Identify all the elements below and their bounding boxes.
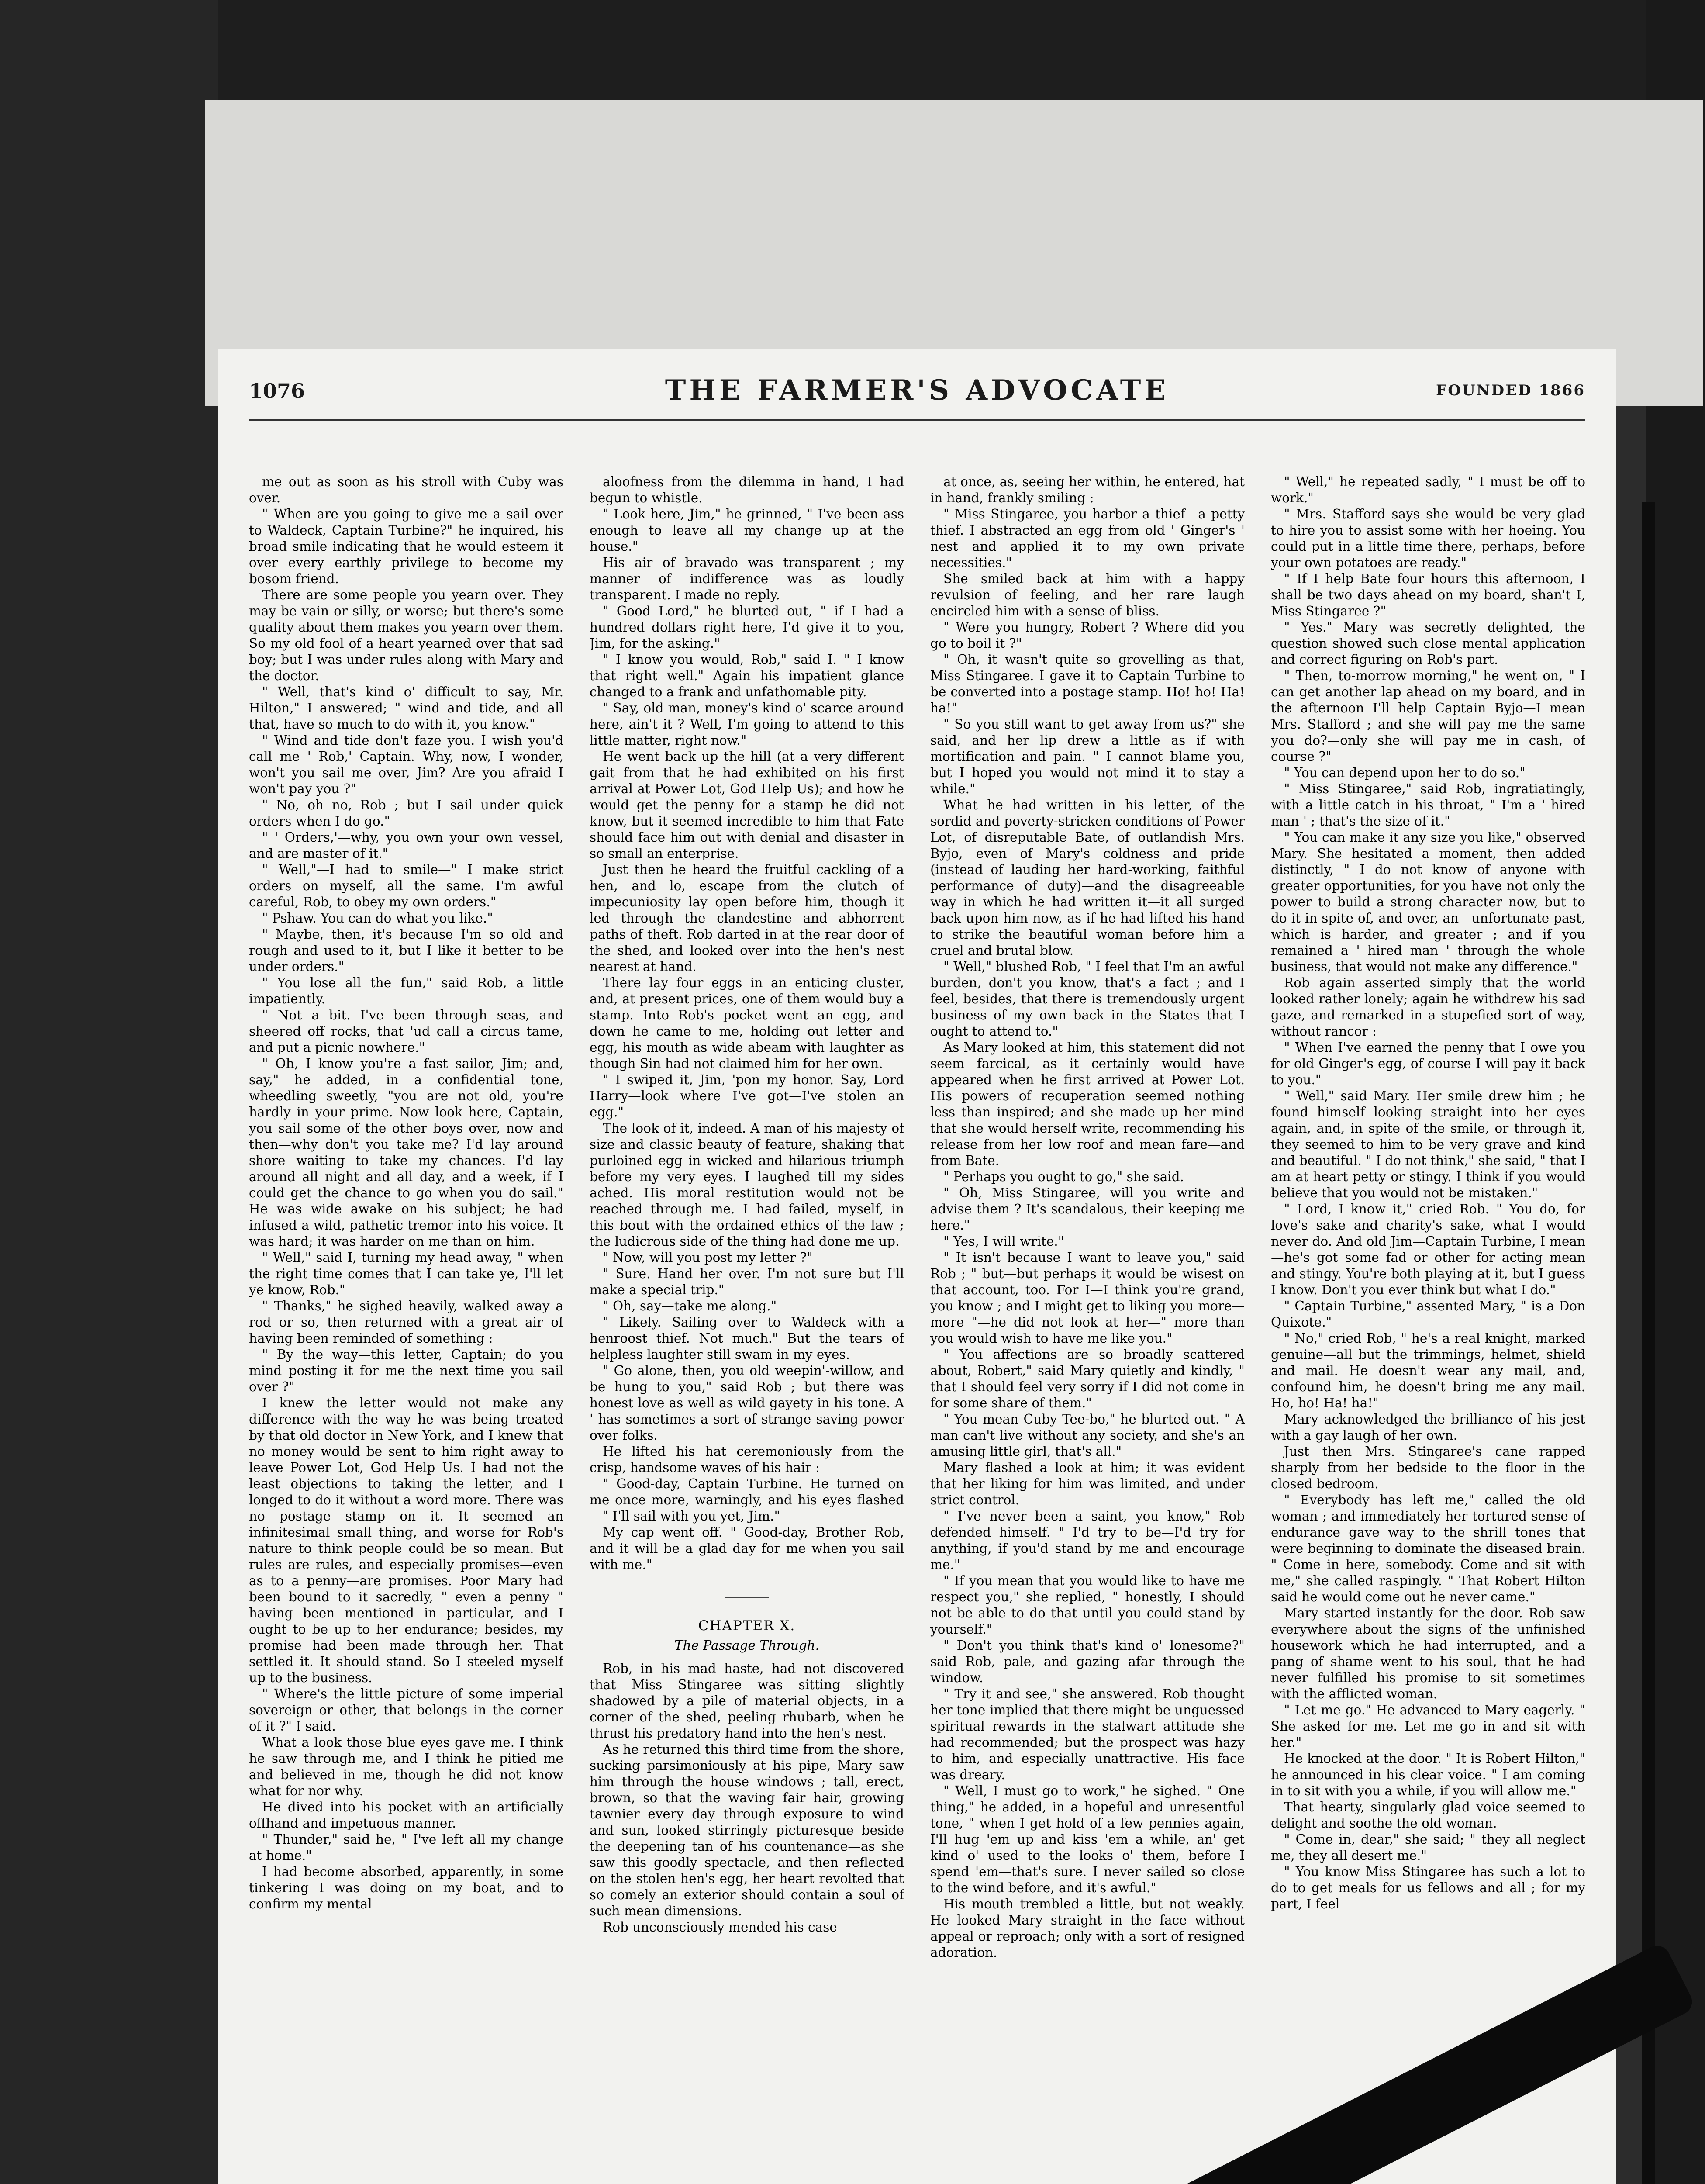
- paragraph: " Miss Stingaree," said Rob, ingratiatingly, with a little catch in his throat, " I'm a ' hired man ' ; that's the size of it.": [1271, 781, 1585, 829]
- paragraph: " Lord, I know it," cried Rob. " You do, for love's sake and charity's sake, what I would never do. And old Jim—Captain Turbine, I mean—he's got some fad or other for acting mean and stingy. You're both playing at it, but I guess I know. Don't you ever think but what I do.": [1271, 1202, 1585, 1297]
- masthead-title: THE FARMER'S ADVOCATE: [665, 374, 1170, 407]
- paragraph: " Thunder," said he, " I've left all my change at home.": [249, 1832, 563, 1863]
- paragraph: " Wind and tide don't faze you. I wish you'd call me ' Rob,' Captain. Why, now, I wonder, won't you sail me over, Jim? Are you afraid I won't pay you ?": [249, 733, 563, 796]
- paragraph: " No, oh no, Rob ; but I sail under quick orders when I do go.": [249, 798, 563, 829]
- paragraph: There are some people you yearn over. They may be vain or silly, or worse; but there's some quality about them makes you yearn over them. So my old fool of a heart yearned over that sad boy; but I was under rules along with Mary and the doctor.: [249, 587, 563, 683]
- paragraph: Rob, in his mad haste, had not discovered that Miss Stingaree was sitting slightly shadowed by a pile of material objects, in a corner of the shed, peeling rhubarb, when he thrust his predatory hand into the hen's nest.: [590, 1661, 904, 1741]
- paragraph: " Let me go." He advanced to Mary eagerly. " She asked for me. Let me go in and sit with her.": [1271, 1703, 1585, 1750]
- paragraph: His air of bravado was transparent ; my manner of indifference was as loudly transparent. I made no reply.: [590, 555, 904, 602]
- paragraph: " Good-day, Captain Turbine. He turned on me once more, warningly, and his eyes flashed—" I'll sail with you yet, Jim.": [590, 1476, 904, 1524]
- page-header: [249, 371, 1585, 421]
- paragraph: " Well," said Mary. Her smile drew him ; he found himself looking straight into her eyes again, and, in spite of the smile, or through it, they seemed to him to be very grave and kind and beautiful. " I do not think," she said, " that I am at heart petty or stingy. I think if you would believe that you would not be mistaken.": [1271, 1089, 1585, 1200]
- paragraph: Just then Mrs. Stingaree's cane rapped sharply from her bedside to the floor in the closed bedroom.: [1271, 1444, 1585, 1491]
- paragraph: " By the way—this letter, Captain; do you mind posting it for me the next time you sail over ?": [249, 1347, 563, 1394]
- paragraph: She smiled back at him with a happy revulsion of feeling, and her rare laugh encircled him with a sense of bliss.: [930, 571, 1245, 619]
- paragraph: me out as soon as his stroll with Cuby was over.: [249, 474, 563, 505]
- paragraph: " Perhaps you ought to go," she said.: [943, 1169, 1184, 1184]
- paragraph: " Were you hungry, Robert ? Where did you go to boil it ?": [930, 620, 1245, 651]
- column-2: [590, 474, 904, 2184]
- paragraph: " Say, old man, money's kind o' scarce around here, ain't it ? Well, I'm going to attend to this little matter, right now.": [590, 701, 904, 748]
- paragraph: " Well,"—I had to smile—" I make strict orders on myself, all the same. I'm awful careful, Rob, to obey my own orders.": [249, 862, 563, 909]
- paragraph: " You can depend upon her to do so.": [1284, 765, 1526, 780]
- paragraph: I had become absorbed, apparently, in some tinkering I was doing on my boat, and to confirm my mental: [249, 1864, 563, 1911]
- paragraph: " Not a bit. I've been through seas, and sheered off rocks, that 'ud call a circus tame, and put a picnic nowhere.": [249, 1008, 563, 1055]
- paragraph: " Well, that's kind o' difficult to say, Mr. Hilton," I answered; " wind and tide, and all that, have so much to do with it, you know.": [249, 684, 563, 732]
- paragraph: Mary started instantly for the door. Rob saw everywhere about the signs of the unfinished housework which he had interrupted, and a pang of shame went to his soul, that he had never fulfilled his promise to sit sometimes with the afflicted woman.: [1271, 1606, 1585, 1701]
- paragraph: " Now, will you post my letter ?": [603, 1250, 813, 1265]
- paragraph: Mary acknowledged the brilliance of his jest with a gay laugh of her own.: [1271, 1412, 1585, 1443]
- paragraph: " Well," he repeated sadly, " I must be off to work.": [1271, 474, 1585, 505]
- paragraph: " When I've earned the penny that I owe you for old Ginger's egg, of course I will pay it back to you.": [1271, 1040, 1585, 1087]
- paragraph: " It isn't because I want to leave you," said Rob ; " but—but perhaps it would be wisest on that account, too. For I—I think you're grand, you know ; and I might get to liking you more—more "—he did not look at her—" more than you would wish to have me like you.": [930, 1250, 1245, 1346]
- paragraph: Rob unconsciously mended his case: [603, 1920, 837, 1935]
- paragraph: " Likely. Sailing over to Waldeck with a henroost thief. Not much." But the tears of helpless laughter still swam in my eyes.: [590, 1315, 904, 1362]
- paragraph: " I've never been a saint, you know," Rob defended himself. " I'd try to be—I'd try for anything, if you'd stand by me and encourage me.": [930, 1509, 1245, 1572]
- paragraph: " Look here, Jim," he grinned, " I've been ass enough to leave all my change up at the house.": [590, 507, 904, 554]
- page-number: 1076: [249, 379, 305, 403]
- paragraph: " Miss Stingaree, you harbor a thief—a petty thief. I abstracted an egg from old ' Ginger's ' nest and applied it to my own private necessities.": [930, 507, 1245, 570]
- paragraph: " Good Lord," he blurted out, " if I had a hundred dollars right here, I'd give it to you, Jim, for the asking.": [590, 604, 904, 651]
- paragraph: What he had written in his letter, of the sordid and poverty-stricken conditions of Power Lot, of disreputable Bate, of outlandish Mrs. Byjo, even of Mary's coldness and pride (instead of lauding her hard-working, faithful performance of duty)—and the disagreeable way in which he had written it—it all surged back upon him now, as if he had lifted his hand to strike the beautiful woman before him a cruel and brutal blow.: [930, 798, 1245, 958]
- paragraph: " When are you going to give me a sail over to Waldeck, Captain Turbine?" he inquired, his broad smile indicating that he would esteem it over every earthly privilege to become my bosom friend.: [249, 507, 563, 586]
- paragraph: There lay four eggs in an enticing cluster, and, at present prices, one of them would buy a stamp. Into Rob's pocket went an egg, and down he came to me, holding out letter and egg, his mouth as wide abeam with laughter as though Sin had not claimed him for her own.: [590, 975, 904, 1071]
- paragraph: " I swiped it, Jim, 'pon my honor. Say, Lord Harry—look where I've got—I've stolen an egg.": [590, 1072, 904, 1120]
- text-columns: [249, 474, 1585, 2184]
- founded-note: FOUNDED 1866: [1436, 382, 1585, 399]
- paragraph: " Captain Turbine," assented Mary, " is a Don Quixote.": [1271, 1299, 1585, 1330]
- paragraph: That hearty, singularly glad voice seemed to delight and soothe the old woman.: [1271, 1800, 1585, 1831]
- paragraph: I knew the letter would not make any difference with the way he was being treated by that old doctor in New York, and I knew that no money would be sent to him right away to leave Power Lot, God Help Us. I had not the least objections to taking the letter, and I longed to do it without a word more. There was no postage stamp on it. It seemed an infinitesimal small thing, and worse for Rob's nature to think people could be so mean. But rules are rules, and especially promises—even as to a penny—are promises. Poor Mary had been bound to it sacredly, " even a penny " having been mentioned in particular, and I ought to be up to her endurance; besides, my promise had been made through her. That settled it. It should stand. So I steeled myself up to the business.: [249, 1396, 563, 1685]
- paragraph: " You mean Cuby Tee-bo," he blurted out. " A man can't live without any society, and she's an amusing little girl, that's all.": [930, 1412, 1245, 1459]
- column-4: [1271, 474, 1585, 2184]
- paragraph: What a look those blue eyes gave me. I think he saw through me, and I think he pitied me and believed in me, though he did not know what for nor why.: [249, 1735, 563, 1798]
- paragraph: " Where's the little picture of some imperial sovereign or other, that belongs in the corner of it ?" I said.: [249, 1686, 563, 1734]
- paragraph: " If I help Bate four hours this afternoon, I shall be two days ahead on my board, shan't I, Miss Stingaree ?": [1271, 571, 1585, 619]
- paragraph: " Yes." Mary was secretly delighted, the question showed such close mental application and correct figuring on Rob's part.: [1271, 620, 1585, 667]
- paragraph: He went back up the hill (at a very different gait from that he had exhibited on his first arrival at Power Lot, God Help Us); and how he would get the penny for a stamp he did not know, but it seemed incredible to him that Fate should face him out with denial and disaster in so small an enterprise.: [590, 749, 904, 861]
- paragraph: at once, as, seeing her within, he entered, hat in hand, frankly smiling :: [930, 474, 1245, 505]
- paragraph: " Thanks," he sighed heavily, walked away a rod or so, then returned with a great air of having been reminded of something :: [249, 1299, 563, 1346]
- rule-line: [725, 1597, 769, 1598]
- paragraph: " Don't you think that's kind o' lonesome?" said Rob, pale, and gazing afar through the window.: [930, 1638, 1245, 1685]
- paragraph: Mary flashed a look at him; it was evident that her liking for him was limited, and under strict control.: [930, 1460, 1245, 1507]
- scan-edge-strip: [1642, 502, 1655, 2184]
- paragraph: " Sure. Hand her over. I'm not sure but I'll make a special trip.": [590, 1266, 904, 1297]
- paragraph: As he returned this third time from the shore, sucking parsimoniously at his pipe, Mary saw him through the house windows ; tall, erect, brown, so that the waving fair hair, growing tawnier every day through exposure to wind and sun, looked stirringly picturesque beside the deepening tan of his countenance—as she saw this goodly spectacle, and then reflected on the stolen hen's egg, her heart revolted that so comely an exterior should contain a soul of such mean dimensions.: [590, 1742, 904, 1918]
- paragraph: " You affections are so broadly scattered about, Robert," said Mary quietly and kindly, " that I should feel very sorry if I did not come in for some share of them.": [930, 1347, 1245, 1410]
- paragraph: " Then, to-morrow morning," he went on, " I can get another lap ahead on my board, and in the afternoon I'll help Captain Byjo—I mean Mrs. Stafford ; and she will pay me the same you do?—only she will pay me in cash, of course ?": [1271, 668, 1585, 764]
- paragraph: " Maybe, then, it's because I'm so old and rough and used to it, but I like it better to be under orders.": [249, 927, 563, 974]
- paragraph: Rob again asserted simply that the world looked rather lonely; again he withdrew his sad gaze, and remarked in a stupefied sort of way, without rancor :: [1271, 975, 1585, 1039]
- paragraph: " Mrs. Stafford says she would be very glad to hire you to assist some with her hoeing. You could put in a little time there, perhaps, before your own potatoes are ready.": [1271, 507, 1585, 570]
- paragraph: He dived into his pocket with an artificially offhand and impetuous manner.: [249, 1800, 563, 1831]
- paragraph: " You can make it any size you like," observed Mary. She hesitated a moment, then added distinctly, " I do not know of anyone with greater opportunities, for you have not only the power to build a strong character now, but to do it in spite of, and over, an—unfortunate past, which is harder, and greater ; and if you remained a ' hired man ' through the whole business, that would not make any difference.": [1271, 830, 1585, 974]
- paragraph: He lifted his hat ceremoniously from the crisp, handsome waves of his hair :: [590, 1444, 904, 1475]
- paragraph: His mouth trembled a little, but not weakly. He looked Mary straight in the face without appeal or reproach; only with a sort of resigned adoration.: [930, 1897, 1245, 1960]
- paragraph: " Come in, dear," she said; " they all neglect me, they all desert me.": [1271, 1832, 1585, 1863]
- paragraph: " Oh, Miss Stingaree, will you write and advise them ? It's scandalous, their keeping me here.": [930, 1185, 1245, 1233]
- paragraph: " Well, I must go to work," he sighed. " One thing," he added, in a hopeful and unresentful tone, " when I get hold of a few pennies again, I'll hug 'em up and kiss 'em a while, an' get kind o' used to the looks o' them, before I spend 'em—that's sure. I never sailed so close to the wind before, and it's awful.": [930, 1783, 1245, 1895]
- paragraph: " Go alone, then, you old weepin'-willow, and be hung to you," said Rob ; but there was honest love as well as wild gayety in his tone. A ' has sometimes a sort of strange saving power over folks.: [590, 1363, 904, 1443]
- paragraph: " You know Miss Stingaree has such a lot to do to get meals for us fellows and all ; for my part, I feel: [1271, 1864, 1585, 1911]
- paragraph: " Oh, say—take me along.": [603, 1299, 777, 1313]
- paragraph: He knocked at the door. " It is Robert Hilton," he announced in his clear voice. " I am coming in to sit with you a while, if you will allow me.": [1271, 1751, 1585, 1798]
- paragraph: " Try it and see," she answered. Rob thought her tone implied that there might be unguessed spiritual rewards in the stalwart attitude she had recommended; but the prospect was hazy to him, and especially unattractive. His face was dreary.: [930, 1686, 1245, 1782]
- paragraph: " If you mean that you would like to have me respect you," she replied, " honestly, I should not be able to do that until you could stand by yourself.": [930, 1573, 1245, 1637]
- paragraph: " Everybody has left me," called the old woman ; and immediately her tortured sense of endurance gave way to the shrill tones that were beginning to dominate the diseased brain. " Come in here, somebody. Come and sit with me," she called raspingly. " That Robert Hilton said he would come out he never came.": [1271, 1493, 1585, 1604]
- paragraph: The look of it, indeed. A man of his majesty of size and classic beauty of feature, shaking that purloined egg in wicked and hilarious triumph before my very eyes. I laughed till my sides ached. His moral restitution would not be reached through me. I had failed, myself, in this bout with the ordained ethics of the law ; the ludicrous side of the thing had done me up.: [590, 1121, 904, 1249]
- chapter-subtitle: The Passage Through.: [674, 1638, 819, 1653]
- paragraph: " No," cried Rob, " he's a real knight, marked genuine—all but the trimmings, helmet, shield and mail. He doesn't wear any mail, and, confound him, he doesn't bring me any mail. Ho, ho! Ha! ha!": [1271, 1331, 1585, 1410]
- paragraph: " Well," said I, turning my head away, " when the right time comes that I can take ye, I'll let ye know, Rob.": [249, 1250, 563, 1297]
- paragraph: " Yes, I will write.": [943, 1234, 1064, 1249]
- paragraph: " I know you would, Rob," said I. " I know that right well." Again his impatient glance changed to a frank and unfathomable pity.: [590, 652, 904, 699]
- paragraph: aloofness from the dilemma in hand, I had begun to whistle.: [590, 474, 904, 505]
- column-3: [930, 474, 1245, 2184]
- paragraph: " ' Orders,'—why, you own your own vessel, and are master of it.": [249, 830, 563, 861]
- paragraph: Just then he heard the fruitful cackling of a hen, and lo, escape from the clutch of impecuniosity lay open before him, though it led through the clandestine and abhorrent paths of theft. Rob darted in at the rear door of the shed, and looked over into the hen's nest nearest at hand.: [590, 862, 904, 974]
- paragraph: " Oh, I know you're a fast sailor, Jim; and, say," he added, in a confidential tone, wheedling sweetly, "you are not old, you're hardly in your prime. Now look here, Captain, you sail some of the other boys over, now and then—why don't you take me? I'd lay around shore waiting to take my chances. I'd lay around all night and all day, and a week, if I could get the chance to go when you do sail." He was wide awake on his subject; he had infused a wild, pathetic tremor into his voice. It was hard; it was harder on me than on him.: [249, 1056, 563, 1249]
- chapter-heading: CHAPTER X.: [698, 1618, 796, 1634]
- scan-background-left: [0, 0, 218, 2184]
- paragraph: My cap went off. " Good-day, Brother Rob, and it will be a glad day for me when you sail with me.": [590, 1525, 904, 1572]
- paragraph: " Oh, it wasn't quite so grovelling as that, Miss Stingaree. I gave it to Captain Turbine to be converted into a postage stamp. Ho! ho! Ha! ha!": [930, 652, 1245, 715]
- paragraph: " So you still want to get away from us?" she said, and her lip drew a little as if with mortification and pain. " I cannot blame you, but I hoped you would not mind it to stay a while.": [930, 717, 1245, 796]
- paragraph: " You lose all the fun," said Rob, a little impatiently.: [249, 975, 563, 1006]
- paragraph: " Well," blushed Rob, " I feel that I'm an awful burden, don't you know, that's a fact ; and I feel, besides, that there is tremendously urgent business of my own back in the States that I ought to attend to.": [930, 959, 1245, 1039]
- paragraph: " Pshaw. You can do what you like.": [262, 911, 493, 926]
- chapter-rule: [590, 1586, 904, 1602]
- column-1: [249, 474, 563, 2184]
- paragraph: As Mary looked at him, this statement did not seem farcical, as it certainly would have appeared when he first arrived at Power Lot. His powers of recuperation seemed nothing less than inspired; and she made up her mind that she would herself write, recommending his release from her low roof and mean fare—and from Bate.: [930, 1040, 1245, 1168]
